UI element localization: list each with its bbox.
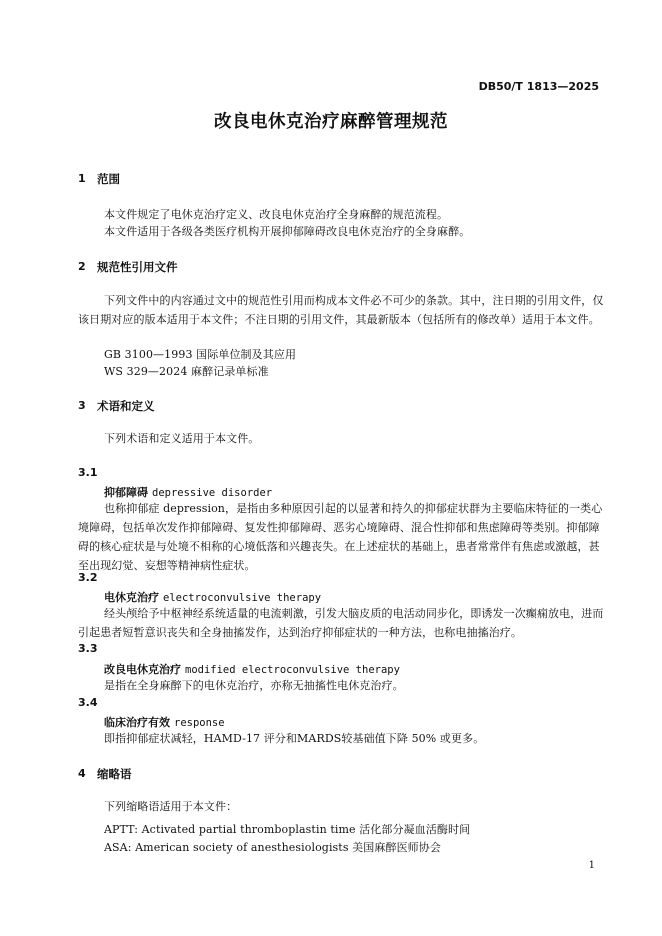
section-2-title: 规范性引用文件	[97, 260, 178, 274]
section-3-number: 3	[78, 399, 86, 412]
section-4-title: 缩略语	[97, 767, 132, 781]
abbr-intro: 下列缩略语适用于本文件：	[104, 800, 238, 813]
document-code: DB50/T 1813—2025	[478, 80, 599, 93]
scope-paragraph-2: 本文件适用于各级各类医疗机构开展抑郁障碍改良电休克治疗的全身麻醉。	[104, 225, 471, 238]
terms-intro: 下列术语和定义适用于本文件。	[104, 432, 260, 445]
section-3-title: 术语和定义	[97, 399, 155, 413]
abbr-item: APTT: Activated partial thromboplastin time 活化部分凝血活酶时间	[104, 823, 471, 836]
term-definition: 即指抑郁症状减轻，HAMD-17 评分和MARDS较基础值下降 50% 或更多。	[104, 732, 485, 745]
term-number: 3.3	[78, 642, 98, 655]
page-number: 1	[588, 860, 595, 871]
term-cn: 改良电休克治疗	[104, 663, 181, 676]
section-4-number: 4	[78, 767, 86, 780]
term-number: 3.4	[78, 696, 98, 709]
term-number: 3.2	[78, 571, 98, 584]
section-2-number: 2	[78, 260, 86, 273]
term-en: depressive disorder	[152, 487, 273, 499]
term-cn: 临床治疗有效	[104, 716, 170, 729]
term-definition: 是指在全身麻醉下的电休克治疗，亦称无抽搐性电休克治疗。	[104, 679, 404, 692]
term-en: modified electroconvulsive therapy	[185, 664, 400, 676]
term-number: 3.1	[78, 466, 98, 479]
abbr-item: ASA: American society of anesthesiologists 美国麻醉医师协会	[104, 841, 441, 854]
ref-item: WS 329—2024 麻醉记录单标准	[104, 365, 269, 378]
term-en: electroconvulsive therapy	[163, 592, 322, 604]
section-1-number: 1	[78, 172, 86, 185]
section-1-title: 范围	[97, 172, 120, 186]
term-cn: 抑郁障碍	[104, 486, 148, 499]
term-definition: 经头颅给予中枢神经系统适量的电流刺激，引发大脑皮质的电活动同步化，即诱发一次癫痫放电，进而引起患者短暂意识丧失和全身抽搐发作，达到治疗抑郁症状的一种方法，也称电抽搐治疗。	[78, 607, 604, 639]
ref-item: GB 3100—1993 国际单位制及其应用	[104, 348, 297, 361]
refs-intro-paragraph: 下列文件中的内容通过文中的规范性引用而构成本文件必不可少的条款。其中，注日期的引用文件，仅该日期对应的版本适用于本文件；不注日期的引用文件，其最新版本（包括所有的修改单）适用于本文件。	[78, 294, 604, 326]
term-definition: 也称抑郁症 depression，是指由多种原因引起的以显著和持久的抑郁症状群为主要临床特征的一类心境障碍，包括单次发作抑郁障碍、复发性抑郁障碍、恶劣心境障碍、混合性抑郁和焦虑障碍等类别。抑郁障碍的核心症状是与处境不相称的心境低落和兴趣丧失。在上述症状的基础上，患者常常伴有焦虑或激越，甚至出现幻觉、妄想等精神病性症状。	[78, 502, 603, 572]
scope-paragraph-1: 本文件规定了电休克治疗定义、改良电休克治疗全身麻醉的规范流程。	[104, 208, 449, 221]
term-cn: 电休克治疗	[104, 591, 159, 604]
term-en: response	[174, 717, 225, 729]
document-title: 改良电休克治疗麻醉管理规范	[214, 112, 448, 132]
